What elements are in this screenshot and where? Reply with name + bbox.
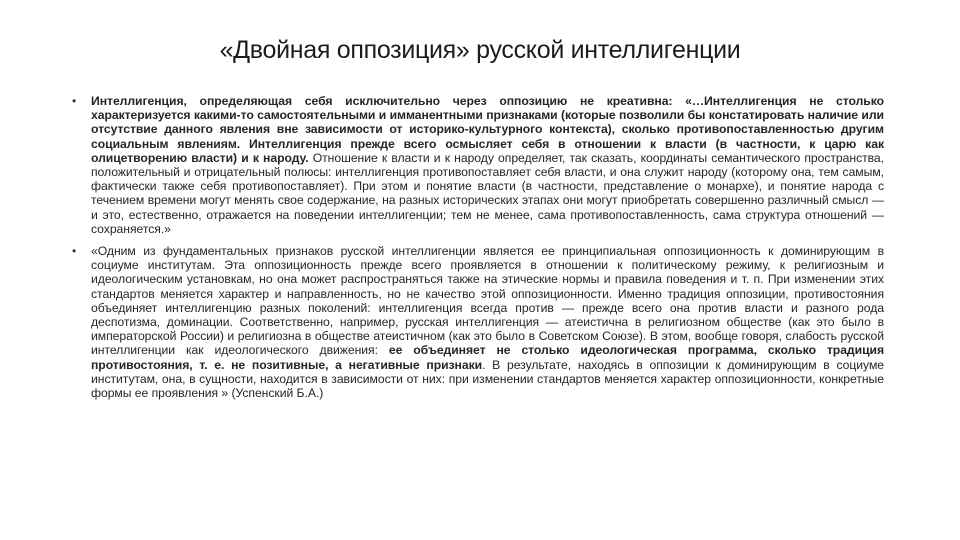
bullet-text-regular: «Одним из фундаментальных признаков русской интеллигенции является ее принципиальная оппозиционность к доминирующим в социуме институтам. Эта оппозиционность прежде всего проявляется в отношении к политическому режиму, к религиозным и идеологическим установкам, но она может распространяться также на этические нормы и правила поведения и т. п. При изменении этих стандартов меняется характер и направленность, но не качество этой оппозиционности. Именно традиция оппозиции, противостояния объединяет интеллигенцию разных поколений: интеллигенция всегда против — прежде всего она против власти и разного рода деспотизма, доминации. Соответственно, например, русская интеллигенция — атеистична в религиозном обществе (как это было в императорской России) и религиозна в обществе атеистичном (как это было в Советском Союзе). В этом, вообще говоря, слабость русской интеллигенции как идеологического движения: (91, 244, 884, 358)
bullet-list (72, 94, 884, 408)
bullet-text (91, 94, 884, 236)
bullet-marker: • (72, 244, 77, 259)
bullet-text-regular: Отношение к власти и к народу определяет, так сказать, координаты семантического пространства, положительный и отрицательный полюсы: интеллигенция противопоставляет себя власти, и она служит народу (которому она, тем самым, фактически также себя противопоставляет). При этом и понятие власти (в частности, представление о монархе), и понятие народа с течением времени могут менять свое содержание, на разных исторических этапах они могут приобретать совершенно различный смысл — и это, естественно, отражается на поведении интеллигенции; тем не менее, сама противопоставленность, сама структура отношений — сохраняется.» (91, 150, 884, 236)
bullet-text-bold: ее объединяет не столько идеологическая программа, сколько традиция противостояния, т. е. не позитивные, а негативные признаки (91, 343, 885, 372)
slide-title: «Двойная оппозиция» русской интеллигенции (219, 36, 741, 64)
bullet-text-bold: Интеллигенция, определяющая себя исключительно через оппозицию не креативна: «…Интеллигенция не столько характеризуется какими-то самостоятельными и имманентными признаками (которые позволили бы констатировать наличие или отсутствие данного явления вне зависимости от историко-культурного контекста), сколько противопоставленностью другим социальным явлениям. Интеллигенция прежде всего осмысляет себя в отношении к власти (в частности, к царю как олицетворению власти) и к народу. (91, 94, 884, 165)
bullet-text (91, 244, 884, 400)
bullet-item-uspensky-quote (72, 244, 884, 400)
bullet-text-tail: . В результате, находясь в оппозиции к доминирующим в социуме институтам, она, в сущности, находится в зависимости от них: при изменении стандартов меняется характер оппозиционности, конкретные формы ее проявления » (Успенский Б.А.) (91, 357, 885, 401)
bullet-marker: • (72, 94, 77, 108)
bullet-item-intelligentsia-definition (72, 94, 884, 236)
